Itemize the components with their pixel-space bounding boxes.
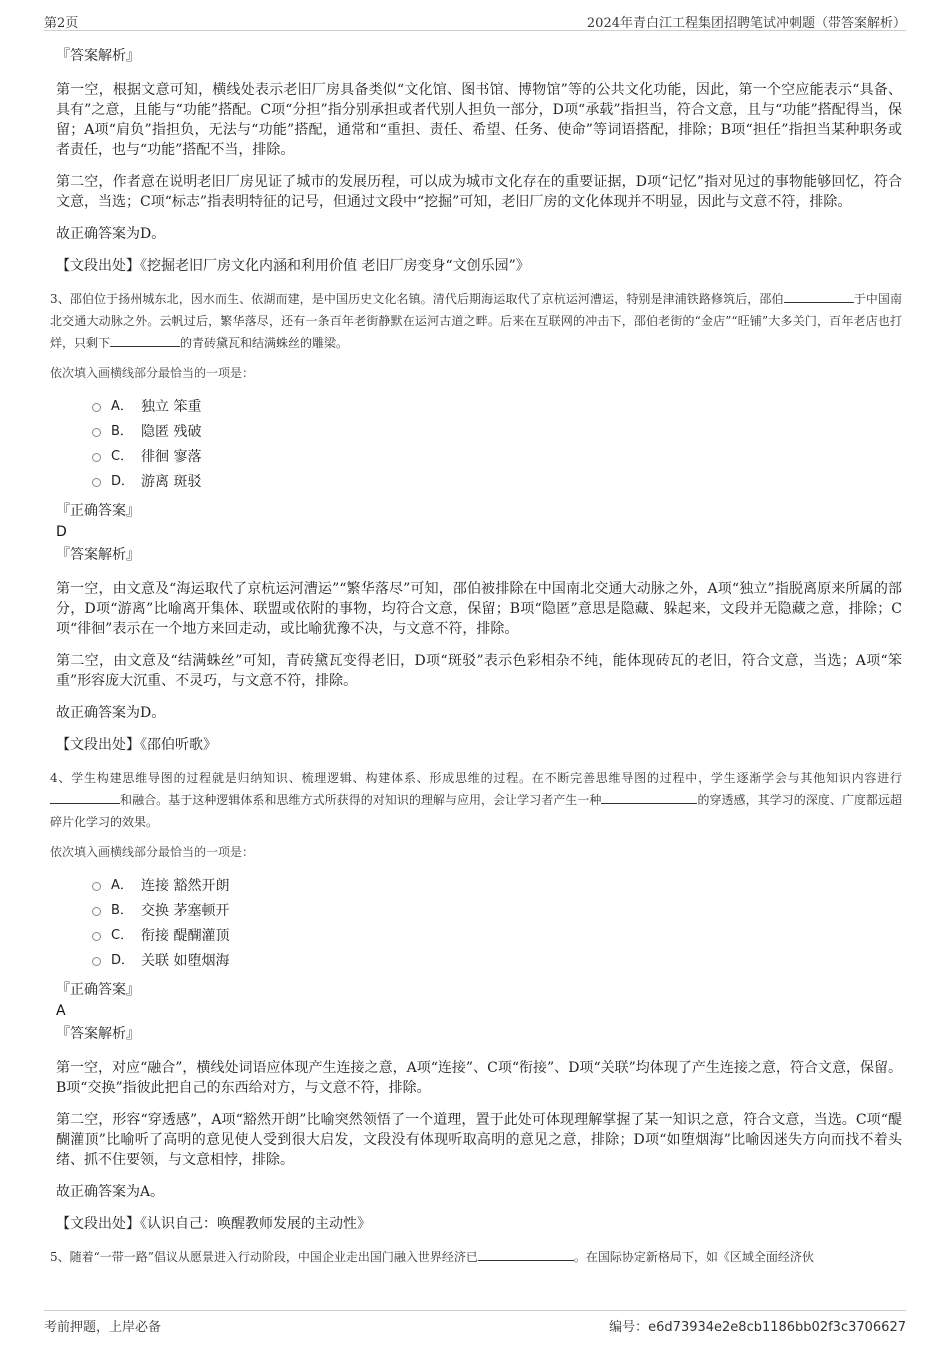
correct-answer: D bbox=[56, 524, 67, 540]
option-c[interactable]: C． 衔接 醍醐灌顶 bbox=[92, 927, 902, 945]
question-3-options bbox=[92, 398, 902, 491]
correct-answer-label: 『正确答案』 bbox=[56, 982, 140, 998]
fill-blank bbox=[110, 334, 180, 347]
page-number: 第2页 bbox=[44, 16, 79, 31]
document-code: 编号：e6d73934e2e8cb1186bb02f3c3706627 bbox=[609, 1320, 906, 1335]
radio-icon[interactable] bbox=[92, 428, 101, 437]
question-4-text: 4、学生构建思维导图的过程就是归纳知识、梳理逻辑、构建体系、形成思维的过程。在不断完善思维导图的过程中，学生逐渐学会与其他知识内容进行和融合。基于这种逻辑体系和思维方式所获得的对知识的理解与应用，会让学习者产生一种 的穿透感，其学习的深度、广度都远超碎片化学习的效果。 bbox=[50, 771, 902, 829]
radio-icon[interactable] bbox=[92, 907, 101, 916]
page-content bbox=[50, 46, 902, 1278]
radio-icon[interactable] bbox=[92, 932, 101, 941]
option-a[interactable]: A． 连接 豁然开朗 bbox=[92, 877, 902, 895]
radio-icon[interactable] bbox=[92, 478, 101, 487]
fill-blank bbox=[478, 1248, 574, 1261]
passage-source: 【文段出处】《邵伯听歌》 bbox=[56, 737, 217, 753]
analysis-label: 『答案解析』 bbox=[56, 48, 140, 64]
analysis-paragraph: 第二空，形容“穿透感”，A项“豁然开朗”比喻突然领悟了一个道理，置于此处可体现理解掌握了某一知识之意，符合文意，当选。C项“醍醐灌顶”比喻听了高明的意见使人受到很大启发，文段没有体现听取高明的意见之意，排除；D项“如堕烟海”比喻因迷失方向而找不着头绪、抓不住要领，与文意相悖，排除。 bbox=[56, 1112, 902, 1168]
correct-answer-label: 『正确答案』 bbox=[56, 503, 140, 519]
question-5-text: 5、随着“一带一路”倡议从愿景进入行动阶段，中国企业走出国门融入世界经济已 。在国际协定新格局下，如《区域全面经济伙 bbox=[50, 1250, 814, 1264]
analysis-paragraph: 第一空，由文意及“海运取代了京杭运河漕运”“繁华落尽”可知，邵伯被排除在中国南北交通大动脉之外，A项“独立”指脱离原来所属的部分，D项“游离”比喻离开集体、联盟或依附的事物，均符合文意，保留；B项“隐匿”意思是隐藏、躲起来，文段并无隐藏之意，排除；C项“徘徊”表示在一个地方来回走动，或比喻犹豫不决，与文意不符，排除。 bbox=[56, 581, 902, 637]
option-c[interactable]: C． 徘徊 寥落 bbox=[92, 448, 902, 466]
fill-blank bbox=[601, 791, 697, 804]
question-hint: 依次填入画横线部分最恰当的一项是： bbox=[50, 366, 255, 380]
passage-source: 【文段出处】《挖掘老旧厂房文化内涵和利用价值 老旧厂房变身“文创乐园”》 bbox=[56, 258, 530, 274]
analysis-label: 『答案解析』 bbox=[56, 547, 140, 563]
page-footer bbox=[44, 1310, 906, 1337]
option-b[interactable]: B． 交换 茅塞顿开 bbox=[92, 902, 902, 920]
analysis-paragraph: 第二空，由文意及“结满蛛丝”可知，青砖黛瓦变得老旧，D项“斑驳”表示色彩相杂不纯，能体现砖瓦的老旧，符合文意，当选；A项“笨重”形容庞大沉重、不灵巧，与文意不符，排除。 bbox=[56, 653, 902, 689]
answer-conclusion: 故正确答案为D。 bbox=[56, 705, 166, 721]
analysis-paragraph: 第一空，根据文意可知，横线处表示老旧厂房具备类似“文化馆、图书馆、博物馆”等的公共文化功能，因此，第一个空应能表示“具备、具有”之意，且能与“功能”搭配。C项“分担”指分别承担或者代别人担负一部分，D项“承载”指担当，符合文意，且与“功能”搭配得当，保留；A项“肩负”指担负，无法与“功能”搭配，通常和“重担、责任、希望、任务、使命”等词语搭配，排除；B项“担任”指担当某种职务或者责任，也与“功能”搭配不当，排除。 bbox=[56, 82, 902, 158]
radio-icon[interactable] bbox=[92, 957, 101, 966]
radio-icon[interactable] bbox=[92, 453, 101, 462]
question-3-text: 3、邵伯位于扬州城东北，因水而生、依湖而建，是中国历史文化名镇。清代后期海运取代了京杭运河漕运，特别是津浦铁路修筑后，邵伯 于中国南北交通大动脉之外。云帆过后，繁华落尽，还有一条百年老街静默在运河古道之畔。后来在互联网的冲击下，邵伯老街的“金店”“旺铺”大多关门，百年老店也打烊，只剩下 的青砖黛瓦和结满蛛丝的雕梁。 bbox=[50, 292, 902, 350]
answer-conclusion: 故正确答案为A。 bbox=[56, 1184, 165, 1200]
question-4-options bbox=[92, 877, 902, 970]
option-d[interactable]: D． 游离 斑驳 bbox=[92, 473, 902, 491]
correct-answer: A bbox=[56, 1003, 66, 1019]
option-d[interactable]: D． 关联 如堕烟海 bbox=[92, 952, 902, 970]
analysis-paragraph: 第一空，对应“融合”，横线处词语应体现产生连接之意，A项“连接”、C项“衔接”、D项“关联”均体现了产生连接之意，符合文意，保留。B项“交换”指彼此把自己的东西给对方，与文意不符，排除。 bbox=[56, 1060, 902, 1096]
option-a[interactable]: A． 独立 笨重 bbox=[92, 398, 902, 416]
analysis-label: 『答案解析』 bbox=[56, 1026, 140, 1042]
radio-icon[interactable] bbox=[92, 403, 101, 412]
page-header bbox=[44, 10, 906, 31]
fill-blank bbox=[50, 791, 120, 804]
question-hint: 依次填入画横线部分最恰当的一项是： bbox=[50, 845, 255, 859]
document-title: 2024年青白江工程集团招聘笔试冲刺题（带答案解析） bbox=[586, 16, 906, 31]
analysis-paragraph: 第二空，作者意在说明老旧厂房见证了城市的发展历程，可以成为城市文化存在的重要证据，D项“记忆”指对见过的事物能够回忆，符合文意，当选；C项“标志”指表明特征的记号，但通过文段中“挖掘”可知，老旧厂房的文化体现并不明显，因此与文意不符，排除。 bbox=[56, 174, 902, 210]
radio-icon[interactable] bbox=[92, 882, 101, 891]
option-b[interactable]: B． 隐匿 残破 bbox=[92, 423, 902, 441]
answer-conclusion: 故正确答案为D。 bbox=[56, 226, 166, 242]
fill-blank bbox=[784, 290, 854, 303]
footer-slogan: 考前押题，上岸必备 bbox=[44, 1320, 162, 1335]
passage-source: 【文段出处】《认识自己：唤醒教师发展的主动性》 bbox=[56, 1216, 371, 1232]
